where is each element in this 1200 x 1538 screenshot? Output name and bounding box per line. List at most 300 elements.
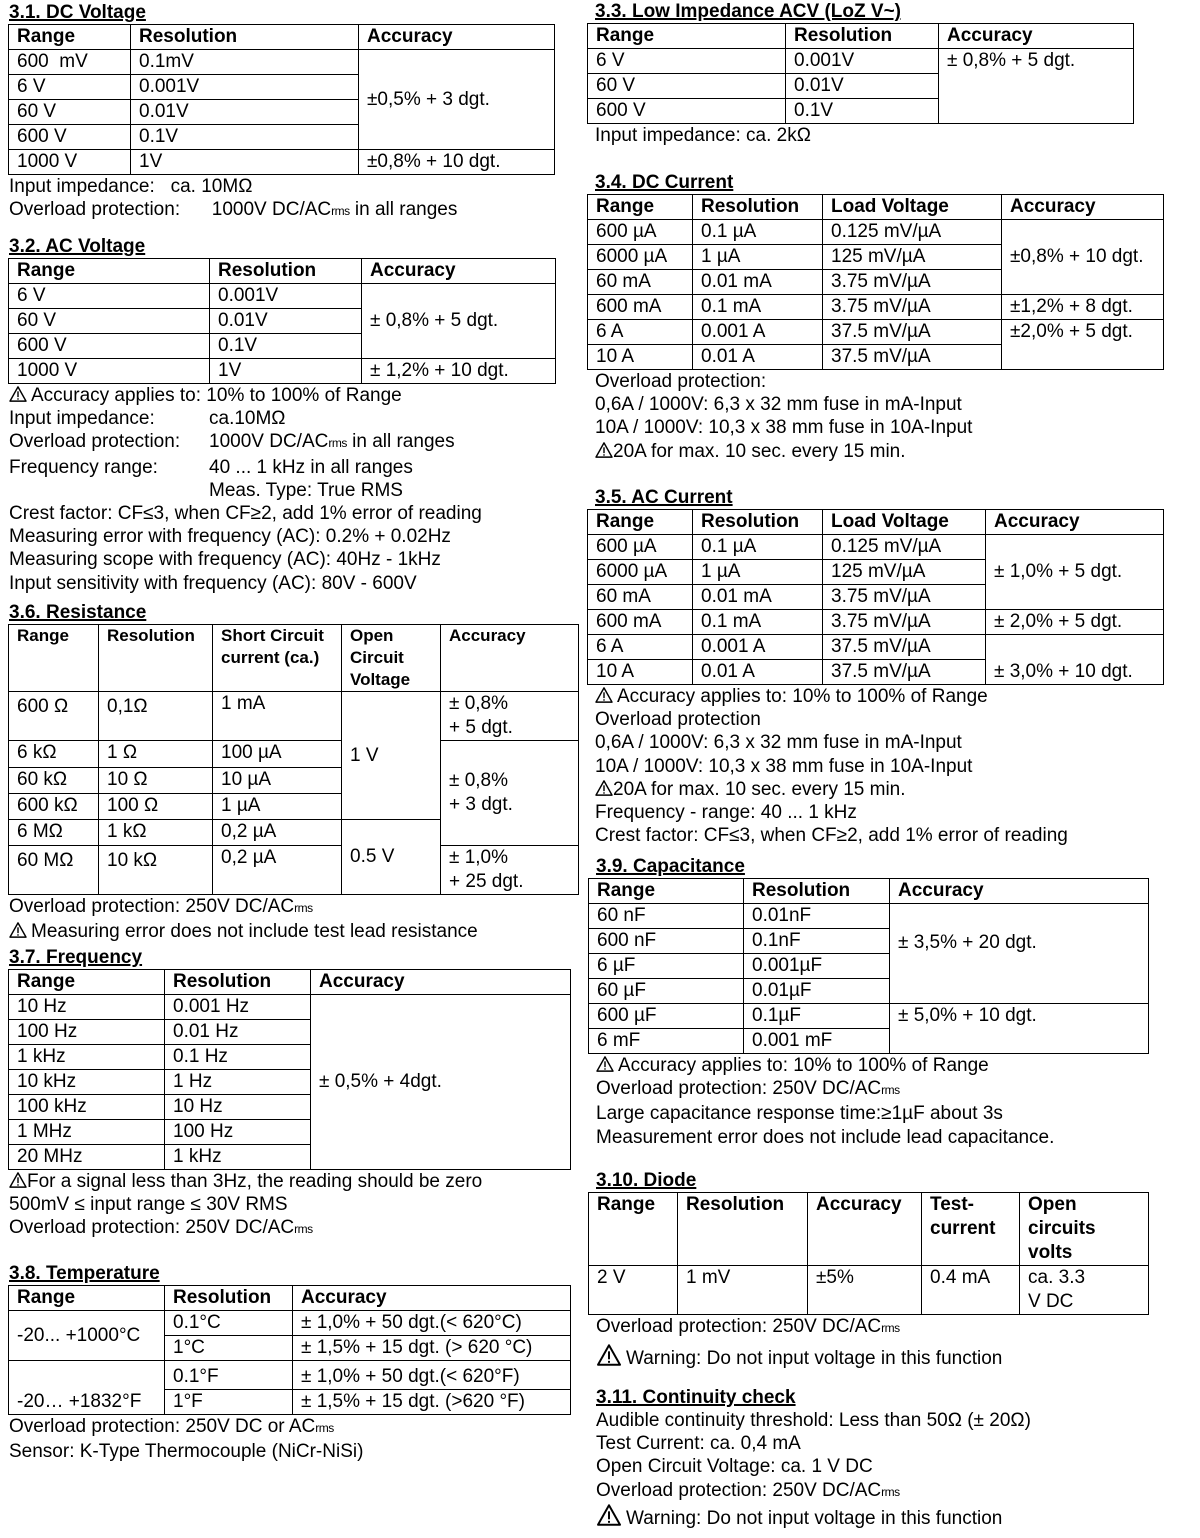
header-test-current: Test-current bbox=[922, 1193, 1020, 1266]
table-row bbox=[9, 50, 555, 75]
accuracy-line: ± 0,8% bbox=[449, 693, 509, 714]
note-label: Overload protection: bbox=[9, 431, 181, 453]
note-fuse-10a: 10A / 1000V: 10,3 x 38 mm fuse in 10A-Input bbox=[595, 755, 973, 777]
cell-range: 6 V bbox=[9, 75, 131, 100]
cell-resolution: 0.01V bbox=[786, 74, 939, 99]
rms-subscript: rms bbox=[294, 1222, 313, 1237]
rms-subscript: rms bbox=[881, 1484, 900, 1499]
table-row bbox=[588, 320, 1164, 345]
note-value: Meas. Type: True RMS bbox=[209, 479, 403, 501]
cell-range: 600 mA bbox=[588, 295, 693, 320]
header-accuracy: Accuracy bbox=[1002, 195, 1164, 220]
cell-resolution: 0.01V bbox=[210, 309, 362, 334]
cell-resolution: 0.1mV bbox=[131, 50, 359, 75]
warning-icon bbox=[596, 1504, 622, 1526]
cell-range: 60 µF bbox=[589, 979, 744, 1004]
note-warning bbox=[596, 1054, 1149, 1077]
table-row bbox=[9, 995, 571, 1020]
section-notes bbox=[9, 384, 556, 595]
table-row bbox=[9, 359, 556, 384]
section-ac-voltage bbox=[0, 236, 556, 595]
accuracy-line: + 25 dgt. bbox=[449, 871, 524, 892]
cell-range: 600 µF bbox=[589, 1004, 744, 1029]
cell-resolution: 0.01 mA bbox=[693, 585, 823, 610]
cell-range: 6 A bbox=[588, 320, 693, 345]
cell-resolution: 1 kHz bbox=[165, 1145, 311, 1170]
cell-resolution: 1V bbox=[131, 150, 359, 175]
header-accuracy: Accuracy bbox=[890, 879, 1149, 904]
warning-icon bbox=[595, 442, 613, 458]
cell-resolution: 0.01nF bbox=[744, 904, 890, 929]
note-text: Overload protection: 250V DC/AC bbox=[9, 896, 295, 917]
note-overload bbox=[596, 1479, 1031, 1504]
cell-resolution: 0.1µF bbox=[744, 1004, 890, 1029]
cell-range: 600 kΩ bbox=[9, 794, 99, 820]
note-text: For a signal less than 3Hz, the reading should be zero bbox=[27, 1171, 483, 1192]
note-overload bbox=[9, 198, 555, 223]
header-resolution: Resolution bbox=[693, 195, 823, 220]
table-header-row bbox=[9, 259, 556, 284]
note-input-range: 500mV ≤ input range ≤ 30V RMS bbox=[9, 1194, 288, 1216]
cell-accuracy: ± 1,5% + 15 dgt. (>620 °F) bbox=[293, 1390, 571, 1415]
cell-current: 1 mA bbox=[213, 692, 342, 741]
cell-range: 60 V bbox=[588, 74, 786, 99]
cell-accuracy: ± 3,0% + 10 dgt. bbox=[986, 635, 1164, 685]
table-header-row bbox=[9, 25, 555, 50]
header-range: Range bbox=[9, 1286, 165, 1311]
note-warning-20a bbox=[595, 778, 1164, 801]
section-title: 3.4. DC Current bbox=[595, 172, 734, 193]
cell-accuracy: ± 1,5% + 15 dgt. (> 620 °C) bbox=[293, 1336, 571, 1361]
note-fuse-ma: 0,6A / 1000V: 6,3 x 32 mm fuse in mA-Input bbox=[595, 732, 962, 754]
cell-accuracy: ±5% bbox=[808, 1266, 922, 1315]
dc-current-table bbox=[587, 194, 1164, 370]
cell-load: 3.75 mV/µA bbox=[823, 585, 986, 610]
section-notes bbox=[595, 124, 1134, 147]
frequency-table bbox=[8, 969, 571, 1170]
cell-resolution: 10 kΩ bbox=[99, 846, 213, 895]
section-resistance bbox=[0, 602, 579, 943]
cell-resolution: 0.001V bbox=[131, 75, 359, 100]
note-text: Measuring error does not include test lead resistance bbox=[31, 921, 478, 943]
header-resolution: Resolution bbox=[693, 510, 823, 535]
cell-accuracy: ± 0,8% + 5 dgt. bbox=[362, 284, 556, 359]
cell-range: 100 Hz bbox=[9, 1020, 165, 1045]
cell-range: 600 V bbox=[9, 125, 131, 150]
note-overload bbox=[9, 430, 556, 455]
section-title: 3.10. Diode bbox=[596, 1170, 697, 1191]
cell-accuracy: ±0,8% + 10 dgt. bbox=[359, 150, 555, 175]
section-dc-voltage bbox=[0, 2, 555, 223]
volts-line: V DC bbox=[1028, 1291, 1074, 1312]
section-title: 3.7. Frequency bbox=[9, 947, 143, 968]
cell-resolution: 0.1°C bbox=[165, 1311, 293, 1336]
section-notes bbox=[9, 1415, 571, 1463]
note-value: 1000V DC/AC bbox=[211, 199, 332, 221]
diode-table bbox=[588, 1192, 1149, 1315]
note-warning bbox=[596, 1504, 1031, 1530]
header-range: Range bbox=[589, 1193, 678, 1266]
note-value: ca.10MΩ bbox=[209, 408, 286, 430]
table-row bbox=[588, 610, 1164, 635]
cell-range: 100 kHz bbox=[9, 1095, 165, 1120]
cell-accuracy: ±0,5% + 3 dgt. bbox=[359, 50, 555, 150]
cell-resolution: 1V bbox=[210, 359, 362, 384]
table-row bbox=[9, 741, 579, 768]
note-overload bbox=[9, 1415, 571, 1440]
note-warning bbox=[9, 1170, 571, 1193]
cell-resolution: 0.1°F bbox=[165, 1361, 293, 1390]
note-overload: Overload protection: bbox=[595, 371, 767, 392]
cell-accuracy: ± 1,0% + 5 dgt. bbox=[986, 535, 1164, 610]
note-label: Input impedance: bbox=[9, 408, 155, 430]
table-row bbox=[9, 846, 579, 895]
note-value: 1000V DC/AC bbox=[209, 431, 329, 453]
header-open-circuit-voltage: Open Circuit Voltage bbox=[342, 625, 441, 692]
cell-open-voltage: 1 V bbox=[342, 692, 441, 820]
cell-resolution: 0.1 µA bbox=[693, 535, 823, 560]
cell-resolution: 0.01 Hz bbox=[165, 1020, 311, 1045]
cell-range: 6 V bbox=[9, 284, 210, 309]
cell-accuracy: ± 5,0% + 10 dgt. bbox=[890, 1004, 1149, 1054]
cell-range: 60 V bbox=[9, 309, 210, 334]
section-title: 3.6. Resistance bbox=[9, 602, 147, 623]
header-resolution: Resolution bbox=[165, 1286, 293, 1311]
cell-range: -20... +1000°C bbox=[9, 1311, 165, 1361]
cell-resolution: 10 Ω bbox=[99, 768, 213, 794]
section-title: 3.3. Low Impedance ACV (LoZ V~) bbox=[595, 1, 901, 22]
note-text: Warning: Do not input voltage in this function bbox=[626, 1507, 1003, 1529]
note-input-impedance: Input impedance: ca. 2kΩ bbox=[595, 125, 811, 146]
cell-range: 600 µA bbox=[588, 220, 693, 245]
cell-resolution: 100 Hz bbox=[165, 1120, 311, 1145]
note-value: in all ranges bbox=[349, 199, 458, 221]
header-resolution: Resolution bbox=[210, 259, 362, 284]
header-resolution: Resolution bbox=[131, 25, 359, 50]
cell-resolution: 0.01 A bbox=[693, 660, 823, 685]
low-impedance-table bbox=[587, 23, 1134, 124]
note-text: 20A for max. 10 sec. every 15 min. bbox=[613, 778, 906, 800]
cell-resolution: 0.1V bbox=[210, 334, 362, 359]
section-notes bbox=[596, 1315, 1149, 1370]
cell-current: 100 µA bbox=[213, 741, 342, 768]
cell-accuracy: ± 0,5% + 4dgt. bbox=[311, 995, 571, 1170]
accuracy-line: + 5 dgt. bbox=[449, 717, 513, 738]
cell-accuracy: ±2,0% + 5 dgt. bbox=[1002, 320, 1164, 370]
section-title: 3.5. AC Current bbox=[595, 487, 733, 508]
table-header-row bbox=[588, 195, 1164, 220]
cell-resolution: 0.1nF bbox=[744, 929, 890, 954]
cell-accuracy: ±1,2% + 8 dgt. bbox=[1002, 295, 1164, 320]
note-value: 40 ... 1 kHz in all ranges bbox=[209, 456, 413, 478]
cell-range: 60 mA bbox=[588, 585, 693, 610]
cell-resolution: 0.001 mF bbox=[744, 1029, 890, 1054]
header-resolution: Resolution bbox=[786, 24, 939, 49]
note-label: Frequency range: bbox=[9, 456, 158, 478]
table-row bbox=[588, 295, 1164, 320]
cell-resolution: 0.1 mA bbox=[693, 610, 823, 635]
table-row bbox=[588, 535, 1164, 560]
cell-range: 1 kHz bbox=[9, 1045, 165, 1070]
rms-subscript: rms bbox=[331, 204, 350, 219]
cell-accuracy: ± 3,5% + 20 dgt. bbox=[890, 904, 1149, 1004]
capacitance-table bbox=[588, 878, 1149, 1054]
section-frequency bbox=[0, 947, 571, 1242]
header-load-voltage: Load Voltage bbox=[823, 195, 1002, 220]
note-open-voltage: Open Circuit Voltage: ca. 1 V DC bbox=[596, 1456, 873, 1478]
note-overload bbox=[9, 1216, 571, 1241]
section-notes bbox=[596, 1054, 1149, 1149]
cell-load: 0.125 mV/µA bbox=[823, 535, 986, 560]
cell-load: 37.5 mV/µA bbox=[823, 320, 1002, 345]
note-test-current: Test Current: ca. 0,4 mA bbox=[596, 1433, 801, 1455]
cell-resolution: 1 Hz bbox=[165, 1070, 311, 1095]
cell-range: 1 MHz bbox=[9, 1120, 165, 1145]
cell-resolution: 0.01 mA bbox=[693, 270, 823, 295]
cell-accuracy: ± 1,0% + 50 dgt.(< 620°C) bbox=[293, 1311, 571, 1336]
note-meas-type bbox=[9, 479, 556, 502]
cell-accuracy bbox=[441, 692, 579, 741]
table-row bbox=[589, 1004, 1149, 1029]
section-capacitance bbox=[578, 856, 1149, 1149]
table-header-row bbox=[589, 879, 1149, 904]
header-resolution: Resolution bbox=[99, 625, 213, 692]
note-measuring-error: Measuring error with frequency (AC): 0.2% + 0.02Hz bbox=[9, 526, 451, 548]
ac-current-table bbox=[587, 509, 1164, 685]
note-input-impedance bbox=[9, 175, 555, 198]
note-value: ca. 10MΩ bbox=[170, 176, 253, 197]
note-warning bbox=[9, 920, 579, 943]
cell-resolution: 0,1Ω bbox=[99, 692, 213, 741]
warning-icon bbox=[595, 687, 613, 703]
note-overload bbox=[596, 1315, 1149, 1340]
note-fuse-ma: 0,6A / 1000V: 6,3 x 32 mm fuse in mA-Input bbox=[595, 394, 962, 416]
section-ac-current bbox=[578, 487, 1164, 847]
header-range: Range bbox=[588, 195, 693, 220]
table-header-row bbox=[9, 970, 571, 995]
note-sensor: Sensor: K-Type Thermocouple (NiCr-NiSi) bbox=[9, 1441, 364, 1463]
section-title: 3.9. Capacitance bbox=[596, 856, 745, 877]
cell-range: 2 V bbox=[589, 1266, 678, 1315]
note-text: Accuracy applies to: 10% to 100% of Range bbox=[617, 686, 988, 707]
note-text: 20A for max. 10 sec. every 15 min. bbox=[613, 440, 906, 462]
rms-subscript: rms bbox=[315, 1421, 334, 1435]
note-crest-factor: Crest factor: CF≤3, when CF≥2, add 1% error of reading bbox=[595, 825, 1068, 847]
cell-resolution: 0.001V bbox=[786, 49, 939, 74]
cell-range: 10 kHz bbox=[9, 1070, 165, 1095]
table-row bbox=[9, 284, 556, 309]
cell-range: 6 V bbox=[588, 49, 786, 74]
cell-resolution: 0.01V bbox=[131, 100, 359, 125]
cell-open-volts bbox=[1020, 1266, 1149, 1315]
header-accuracy: Accuracy bbox=[986, 510, 1164, 535]
rms-subscript: rms bbox=[328, 436, 347, 451]
table-header-row bbox=[9, 1286, 571, 1311]
cell-range: 10 A bbox=[588, 660, 693, 685]
cell-resolution: 0.001 Hz bbox=[165, 995, 311, 1020]
accuracy-line: ± 1,0% bbox=[449, 847, 509, 868]
header-range: Range bbox=[9, 259, 210, 284]
header-short-circuit-current: Short Circuit current (ca.) bbox=[213, 625, 342, 692]
table-row bbox=[588, 49, 1134, 74]
warning-icon bbox=[9, 922, 27, 938]
header-load-voltage: Load Voltage bbox=[823, 510, 986, 535]
header-range: Range bbox=[589, 879, 744, 904]
cell-range: 60 kΩ bbox=[9, 768, 99, 794]
header-accuracy: Accuracy bbox=[311, 970, 571, 995]
cell-range: 6 A bbox=[588, 635, 693, 660]
cell-accuracy: ±0,8% + 10 dgt. bbox=[1002, 220, 1164, 295]
cell-resolution: 0.001V bbox=[210, 284, 362, 309]
note-label: Input impedance: bbox=[9, 176, 155, 197]
cell-resolution: 0.01µF bbox=[744, 979, 890, 1004]
header-range: Range bbox=[588, 510, 693, 535]
section-notes bbox=[596, 1409, 1031, 1530]
cell-accuracy: ± 2,0% + 5 dgt. bbox=[986, 610, 1164, 635]
cell-accuracy: ± 1,2% + 10 dgt. bbox=[362, 359, 556, 384]
note-text: Accuracy applies to: 10% to 100% of Range bbox=[618, 1055, 989, 1076]
table-header-row bbox=[589, 1193, 1149, 1266]
cell-range: 6 kΩ bbox=[9, 741, 99, 768]
header-accuracy: Accuracy bbox=[808, 1193, 922, 1266]
header-accuracy: Accuracy bbox=[359, 25, 555, 50]
cell-resolution: 0.001 A bbox=[693, 320, 823, 345]
section-notes bbox=[9, 1170, 571, 1242]
note-text: Overload protection: 250V DC/AC bbox=[596, 1316, 882, 1337]
header-resolution: Resolution bbox=[678, 1193, 808, 1266]
note-text: Overload protection: 250V DC/AC bbox=[9, 1217, 295, 1239]
cell-accuracy bbox=[441, 846, 579, 895]
cell-resolution: 1 kΩ bbox=[99, 820, 213, 846]
section-temperature bbox=[0, 1263, 571, 1463]
note-lead-capacitance: Measurement error does not include lead capacitance. bbox=[596, 1126, 1055, 1148]
cell-range: 6 MΩ bbox=[9, 820, 99, 846]
note-text: Overload protection: 250V DC/AC bbox=[596, 1078, 882, 1100]
note-frequency: Frequency - range: 40 ... 1 kHz bbox=[595, 802, 857, 824]
note-overload bbox=[596, 1077, 1149, 1102]
section-title: 3.1. DC Voltage bbox=[9, 2, 146, 23]
cell-current: 0,2 µA bbox=[213, 846, 342, 895]
cell-range: 1000 V bbox=[9, 150, 131, 175]
note-text: Warning: Do not input voltage in this function bbox=[626, 1348, 1003, 1370]
cell-resolution: 0.1 Hz bbox=[165, 1045, 311, 1070]
cell-load: 3.75 mV/µA bbox=[823, 295, 1002, 320]
cell-resolution: 0.001µF bbox=[744, 954, 890, 979]
accuracy-line: ± 0,8% bbox=[449, 770, 509, 791]
header-accuracy: Accuracy bbox=[441, 625, 579, 692]
cell-load: 0.125 mV/µA bbox=[823, 220, 1002, 245]
note-text: Overload protection: 250V DC or AC bbox=[9, 1416, 316, 1437]
header-range: Range bbox=[9, 970, 165, 995]
warning-icon bbox=[596, 1056, 614, 1072]
section-notes bbox=[595, 685, 1164, 847]
section-notes bbox=[595, 370, 1164, 463]
cell-resolution: 0.1 mA bbox=[693, 295, 823, 320]
cell-range: 600 µA bbox=[588, 535, 693, 560]
cell-current: 1 µA bbox=[213, 794, 342, 820]
note-fuse-10a: 10A / 1000V: 10,3 x 38 mm fuse in 10A-Input bbox=[595, 417, 973, 439]
temperature-table bbox=[8, 1285, 571, 1415]
header-range: Range bbox=[9, 25, 131, 50]
cell-resolution: 0.01 A bbox=[693, 345, 823, 370]
cell-range: 6000 µA bbox=[588, 245, 693, 270]
cell-resolution: 1 Ω bbox=[99, 741, 213, 768]
cell-accuracy: ± 1,0% + 50 dgt.(< 620°F) bbox=[293, 1361, 571, 1390]
section-title: 3.8. Temperature bbox=[9, 1263, 160, 1284]
cell-current: 0,2 µA bbox=[213, 820, 342, 846]
cell-range: 20 MHz bbox=[9, 1145, 165, 1170]
resistance-table bbox=[8, 624, 579, 895]
cell-range: 10 Hz bbox=[9, 995, 165, 1020]
section-diode bbox=[578, 1170, 1149, 1370]
cell-load: 37.5 mV/µA bbox=[823, 660, 986, 685]
cell-range: 6 µF bbox=[589, 954, 744, 979]
header-open-circuit-volts: Open circuits volts bbox=[1020, 1193, 1149, 1266]
note-value: in all ranges bbox=[346, 431, 455, 453]
warning-icon bbox=[595, 780, 613, 796]
warning-icon bbox=[596, 1344, 622, 1366]
header-accuracy: Accuracy bbox=[293, 1286, 571, 1311]
table-row bbox=[588, 220, 1164, 245]
header-range: Range bbox=[9, 625, 99, 692]
note-response-time: Large capacitance response time:≥1µF about 3s bbox=[596, 1103, 1003, 1125]
cell-resolution: 1 µA bbox=[693, 245, 823, 270]
cell-accuracy bbox=[441, 741, 579, 846]
cell-test-current: 0.4 mA bbox=[922, 1266, 1020, 1315]
note-warning bbox=[595, 440, 1164, 463]
header-resolution: Resolution bbox=[744, 879, 890, 904]
cell-resolution: 1°F bbox=[165, 1390, 293, 1415]
cell-range: 1000 V bbox=[9, 359, 210, 384]
note-warning bbox=[596, 1344, 1149, 1370]
note-crest-factor: Crest factor: CF≤3, when CF≥2, add 1% error of reading bbox=[9, 503, 482, 525]
warning-icon bbox=[9, 1172, 27, 1188]
note-text: Overload protection: 250V DC/AC bbox=[596, 1479, 882, 1501]
cell-range: 600 mA bbox=[588, 610, 693, 635]
section-title: 3.11. Continuity check bbox=[596, 1387, 796, 1408]
note-threshold: Audible continuity threshold: Less than 50Ω (± 20Ω) bbox=[596, 1410, 1031, 1431]
note-measuring-scope: Measuring scope with frequency (AC): 40Hz - 1kHz bbox=[9, 549, 441, 571]
cell-range: 10 A bbox=[588, 345, 693, 370]
cell-range: 600 V bbox=[9, 334, 210, 359]
section-notes bbox=[9, 895, 579, 943]
cell-resolution: 0.1V bbox=[786, 99, 939, 124]
note-input-sensitivity: Input sensitivity with frequency (AC): 80V - 600V bbox=[9, 572, 417, 594]
cell-resolution: 0.001 A bbox=[693, 635, 823, 660]
note-frequency bbox=[9, 456, 556, 479]
cell-current: 10 µA bbox=[213, 768, 342, 794]
section-dc-current bbox=[578, 172, 1164, 463]
cell-range: 60 V bbox=[9, 100, 131, 125]
cell-load: 3.75 mV/µA bbox=[823, 610, 986, 635]
header-resolution: Resolution bbox=[165, 970, 311, 995]
table-row bbox=[588, 635, 1164, 660]
cell-resolution: 100 Ω bbox=[99, 794, 213, 820]
cell-load: 125 mV/µA bbox=[823, 560, 986, 585]
warning-icon bbox=[9, 386, 27, 402]
table-row bbox=[589, 904, 1149, 929]
cell-range: 6000 µA bbox=[588, 560, 693, 585]
accuracy-line: + 3 dgt. bbox=[449, 794, 513, 815]
cell-resolution: 0.1 µA bbox=[693, 220, 823, 245]
note-overload: Overload protection bbox=[595, 709, 761, 731]
cell-accuracy: ± 0,8% + 5 dgt. bbox=[939, 49, 1134, 124]
cell-range: -20… +1832°F bbox=[9, 1361, 165, 1415]
section-notes bbox=[9, 175, 555, 223]
rms-subscript: rms bbox=[294, 901, 313, 915]
header-range: Range bbox=[588, 24, 786, 49]
section-title: 3.2. AC Voltage bbox=[9, 236, 146, 257]
